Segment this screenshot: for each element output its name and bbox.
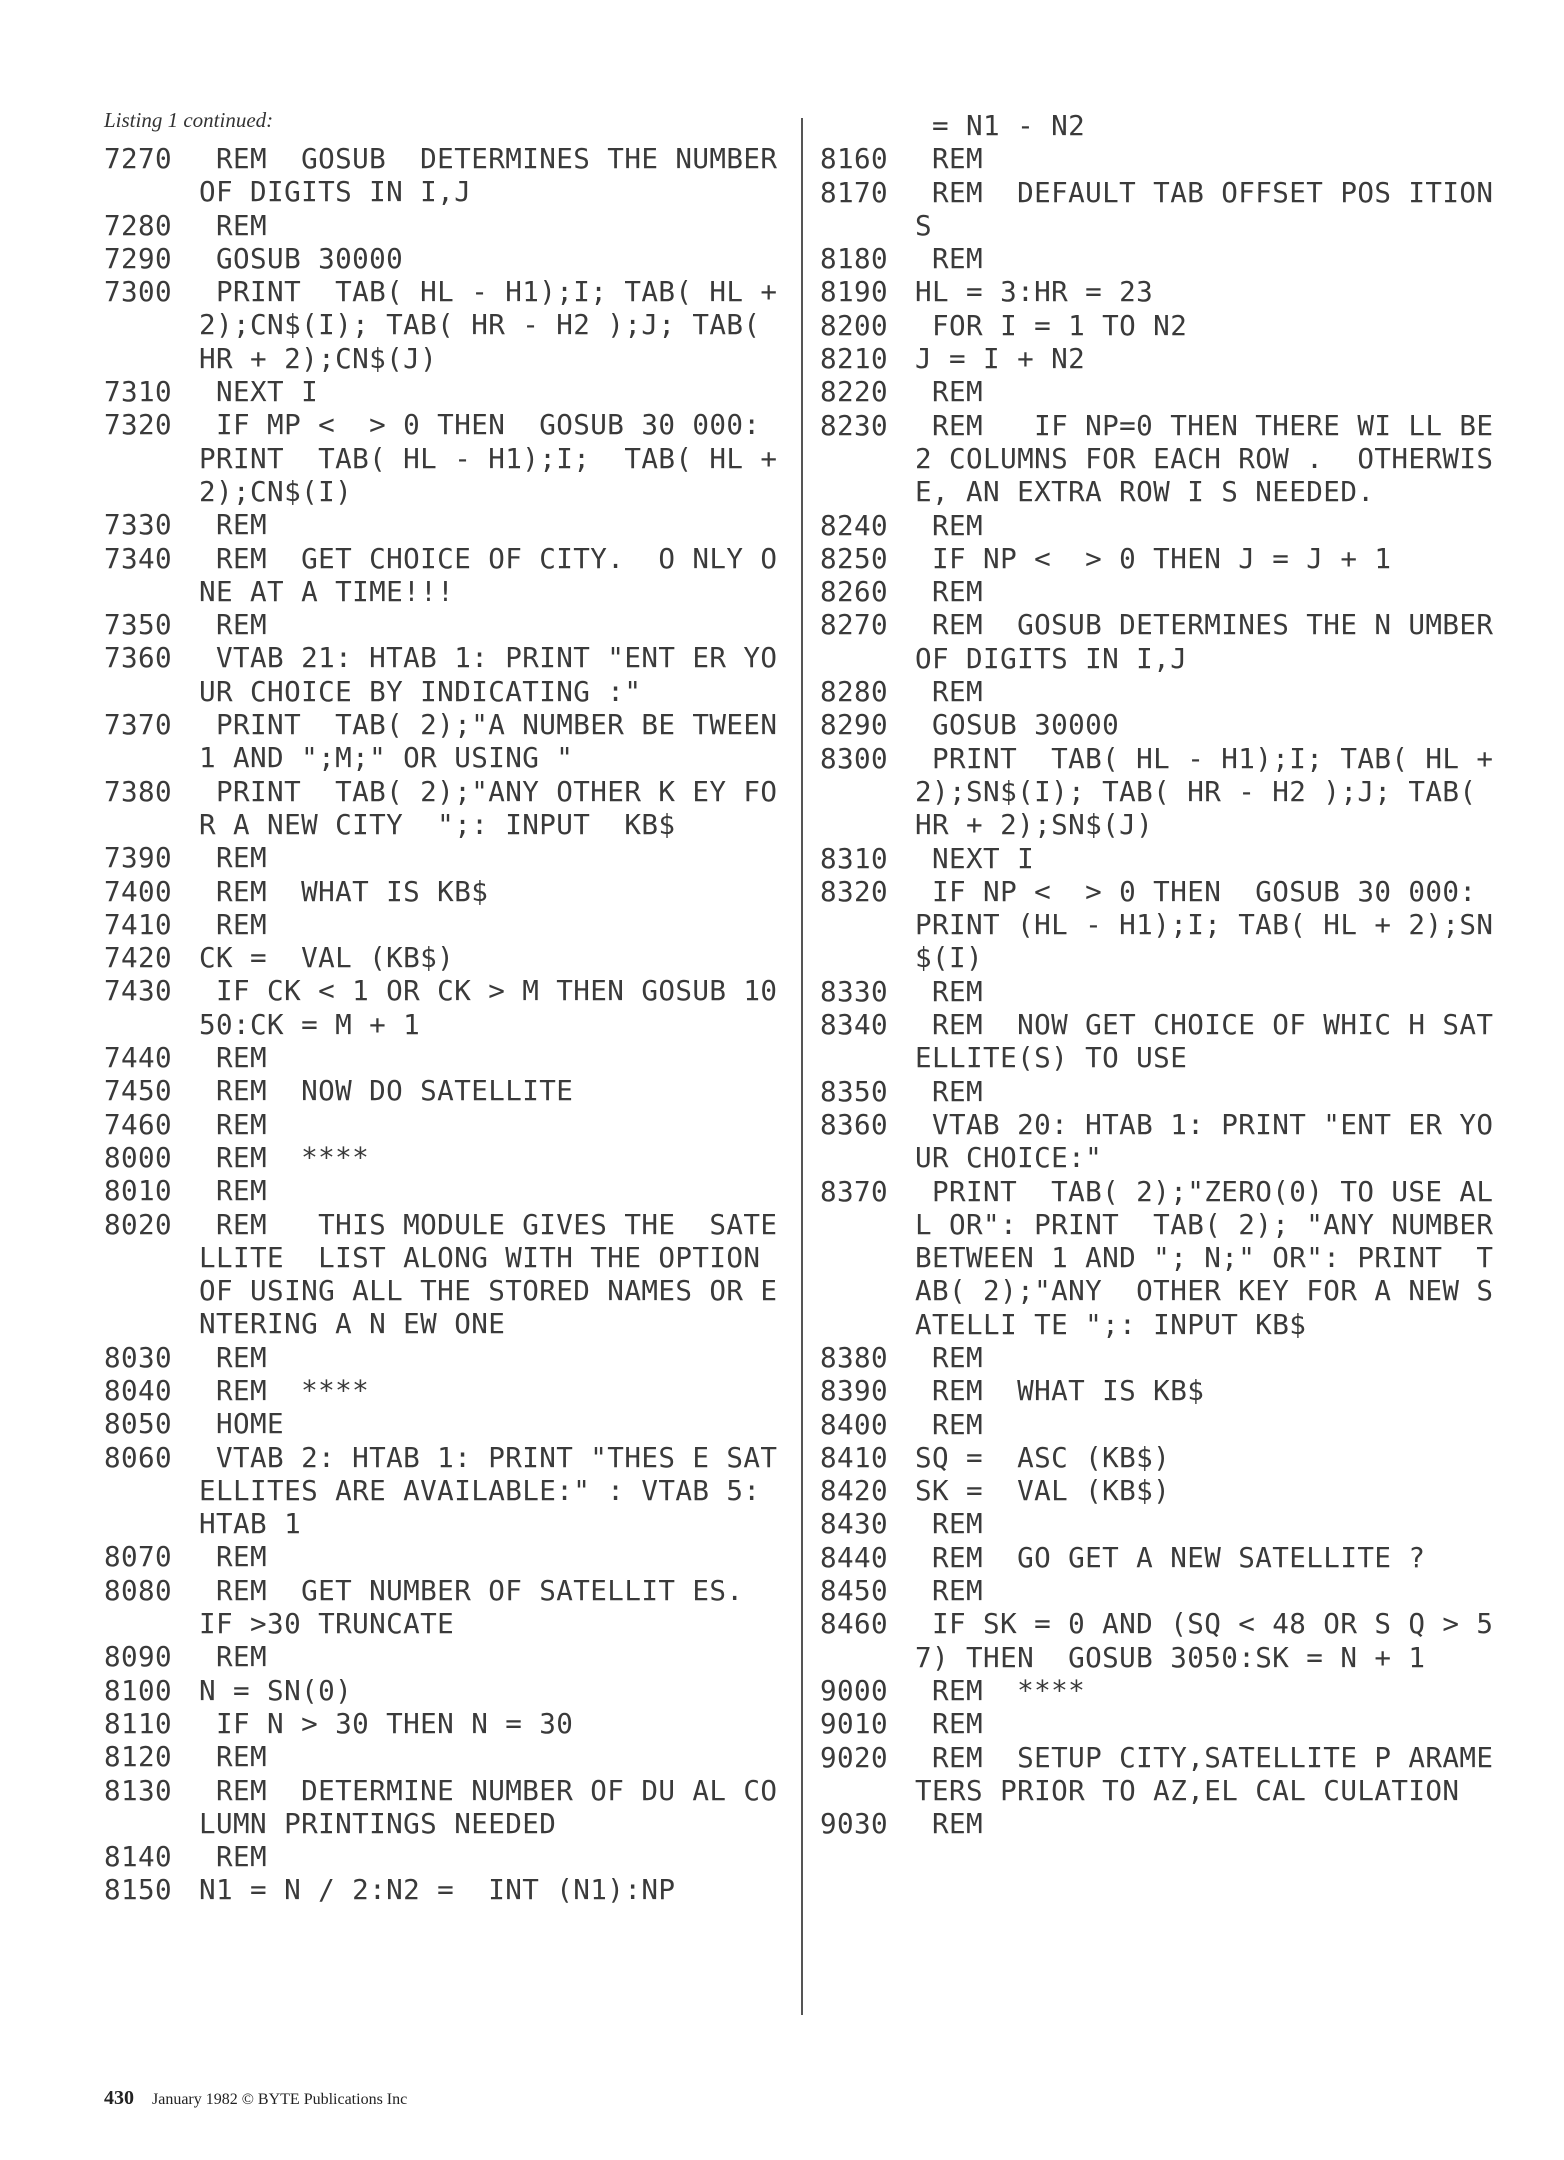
code-line xyxy=(820,309,1510,342)
code-text: IF NP < > 0 THEN GOSUB 30 000: PRINT (HL - H1);I; TAB( HL + 2);SN$(I) xyxy=(915,874,1494,975)
code-text: REM xyxy=(915,1507,984,1541)
code-text: REM xyxy=(915,1807,984,1841)
code-text: REM NOW GET CHOICE OF WHIC H SATELLITE(S) TO USE xyxy=(915,1008,1494,1075)
code-text: HOME xyxy=(199,1407,285,1441)
line-number: 8100 xyxy=(104,1673,173,1707)
line-number: 7420 xyxy=(104,941,173,975)
page-footer xyxy=(104,2087,407,2110)
code-text: REM IF NP=0 THEN THERE WI LL BE 2 COLUMNS FOR EACH ROW . OTHERWISE, AN EXTRA ROW I S NEEDED. xyxy=(915,408,1511,509)
code-line xyxy=(820,1507,1510,1540)
code-line xyxy=(820,675,1510,708)
code-line xyxy=(820,1341,1510,1374)
code-line xyxy=(820,1408,1510,1441)
code-line xyxy=(104,1141,784,1174)
code-text: IF MP < > 0 THEN GOSUB 30 000: PRINT TAB( HL - H1);I; TAB( HL + 2);CN$(I) xyxy=(199,408,795,508)
listing-right-column xyxy=(820,109,1510,1840)
line-number: 7370 xyxy=(104,708,173,742)
code-text: GOSUB 30000 xyxy=(199,241,404,275)
code-text: REM GET CHOICE OF CITY. O NLY ONE AT A TIME!!! xyxy=(199,541,778,608)
code-line xyxy=(104,841,784,874)
code-text: REM xyxy=(915,575,984,609)
code-line xyxy=(104,641,784,708)
code-text: REM xyxy=(915,675,984,709)
code-text: REM NOW DO SATELLITE xyxy=(199,1074,574,1108)
code-text: PRINT TAB( HL - H1);I; TAB( HL + 2);CN$(I); TAB( HR - H2 );J; TAB( HR + 2);CN$(J) xyxy=(199,275,795,375)
code-text: REM xyxy=(915,1574,984,1608)
line-number: 8110 xyxy=(104,1706,173,1740)
code-line xyxy=(104,1108,784,1141)
code-text: REM GOSUB DETERMINES THE N UMBER OF DIGITS IN I,J xyxy=(915,608,1511,675)
line-number: 8040 xyxy=(104,1373,173,1407)
code-line xyxy=(820,242,1510,275)
line-number: 8080 xyxy=(104,1573,173,1607)
code-text: IF CK < 1 OR CK > M THEN GOSUB 1050:CK = M + 1 xyxy=(199,974,778,1041)
code-text: REM GO GET A NEW SATELLITE ? xyxy=(915,1540,1426,1574)
code-line xyxy=(104,508,784,541)
code-text: REM xyxy=(199,1174,268,1208)
footer-credit: January 1982 © BYTE Publications Inc xyxy=(152,2091,408,2108)
line-number: 8330 xyxy=(820,974,889,1008)
code-text: REM xyxy=(199,1041,268,1075)
line-number: 8140 xyxy=(104,1840,173,1874)
line-number: 8420 xyxy=(820,1474,889,1508)
code-line xyxy=(820,542,1510,575)
code-line xyxy=(104,908,784,941)
code-line xyxy=(820,1474,1510,1507)
code-text: REM xyxy=(199,508,268,542)
line-number: 7440 xyxy=(104,1041,173,1075)
code-line xyxy=(820,409,1510,509)
code-text: REM xyxy=(915,1074,984,1108)
line-number: 8060 xyxy=(104,1440,173,1474)
code-line xyxy=(104,875,784,908)
line-number: 8230 xyxy=(820,408,889,442)
code-text: GOSUB 30000 xyxy=(915,708,1120,742)
line-number: 7390 xyxy=(104,841,173,875)
code-line xyxy=(820,708,1510,741)
code-line xyxy=(104,1074,784,1107)
code-text: IF NP < > 0 THEN J = J + 1 xyxy=(915,541,1392,575)
line-number: 8050 xyxy=(104,1407,173,1441)
code-text: VTAB 2: HTAB 1: PRINT "THES E SATELLITES ARE AVAILABLE:" : VTAB 5: HTAB 1 xyxy=(199,1440,778,1541)
code-line xyxy=(104,1873,784,1906)
line-number: 7360 xyxy=(104,641,173,675)
code-text: REM GET NUMBER OF SATELLIT ES. IF >30 TRUNCATE xyxy=(199,1573,778,1641)
code-line xyxy=(104,1674,784,1707)
code-text: REM xyxy=(915,1340,984,1374)
line-number: 8120 xyxy=(104,1740,173,1774)
code-text: REM xyxy=(199,208,268,242)
code-text: NEXT I xyxy=(199,375,319,409)
code-text: REM xyxy=(915,142,984,176)
code-line xyxy=(820,875,1510,975)
code-text: REM xyxy=(915,1407,984,1441)
line-number: 8430 xyxy=(820,1507,889,1541)
line-number: 8280 xyxy=(820,675,889,709)
line-number: 7430 xyxy=(104,974,173,1008)
line-number: 9010 xyxy=(820,1707,889,1741)
code-line xyxy=(104,708,795,775)
line-number: 8130 xyxy=(104,1773,173,1807)
code-text: IF N > 30 THEN N = 30 xyxy=(199,1706,574,1740)
code-line xyxy=(820,1441,1510,1474)
listing-caption: Listing 1 continued: xyxy=(104,108,274,132)
code-line xyxy=(820,1075,1510,1108)
line-number: 9000 xyxy=(820,1673,889,1707)
code-line xyxy=(104,1740,784,1773)
code-line xyxy=(104,1041,784,1074)
line-number: 7270 xyxy=(104,142,173,175)
code-line xyxy=(820,509,1510,542)
code-text: PRINT TAB( 2);"A NUMBER BE TWEEN 1 AND ";M;" OR USING " xyxy=(199,708,795,775)
line-number: 8380 xyxy=(820,1340,889,1374)
code-line xyxy=(104,1374,784,1407)
page-number: 430 xyxy=(104,2087,134,2109)
code-line xyxy=(104,1540,784,1573)
code-line xyxy=(104,209,784,242)
code-text: REM **** xyxy=(199,1373,370,1407)
code-text: FOR I = 1 TO N2 xyxy=(915,308,1188,342)
line-number: 7320 xyxy=(104,408,173,442)
line-number: 8460 xyxy=(820,1607,889,1641)
line-number: 8250 xyxy=(820,541,889,575)
line-number: 8220 xyxy=(820,375,889,409)
code-line xyxy=(820,1574,1510,1607)
code-line xyxy=(820,1607,1510,1674)
line-number: 8090 xyxy=(104,1640,173,1674)
code-line xyxy=(104,608,784,641)
code-line xyxy=(820,1008,1510,1075)
line-number: 8200 xyxy=(820,308,889,342)
code-line xyxy=(104,1441,784,1541)
code-line xyxy=(820,1541,1510,1574)
line-number: 8260 xyxy=(820,575,889,609)
code-text: REM THIS MODULE GIVES THE SATELLITE LIST ALONG WITH THE OPTION OF USING ALL THE STORED NAMES OR ENTERING A N EW ONE xyxy=(199,1207,778,1341)
code-text: PRINT TAB( 2);"ZERO(0) TO USE ALL OR": PRINT TAB( 2); "ANY NUMBER BETWEEN 1 AND "; N;" OR": PRINT TAB( 2);"ANY OTHER KEY FOR A NEW SATELLI TE ";: INPUT KB$ xyxy=(915,1174,1511,1341)
listing-left-column xyxy=(104,142,795,1907)
line-number: 8410 xyxy=(820,1440,889,1474)
code-text: REM **** xyxy=(915,1673,1086,1707)
code-line xyxy=(820,975,1510,1008)
code-line xyxy=(104,1208,784,1341)
code-line xyxy=(820,1108,1510,1175)
code-line xyxy=(104,1174,784,1207)
line-number: 8030 xyxy=(104,1340,173,1374)
line-number: 8240 xyxy=(820,508,889,542)
code-text: REM xyxy=(199,1840,268,1874)
line-number: 8320 xyxy=(820,874,889,908)
code-line xyxy=(104,542,784,609)
code-text: REM WHAT IS KB$ xyxy=(199,874,489,908)
code-line xyxy=(104,275,795,375)
code-line xyxy=(104,1840,784,1873)
line-number: 8400 xyxy=(820,1407,889,1441)
code-line xyxy=(104,1341,784,1374)
code-text: J = I + N2 xyxy=(915,342,1086,376)
line-number: 8290 xyxy=(820,708,889,742)
code-text: PRINT TAB( 2);"ANY OTHER K EY FOR A NEW CITY ";: INPUT KB$ xyxy=(199,774,778,841)
code-line xyxy=(820,1741,1510,1808)
code-text: REM DETERMINE NUMBER OF DU AL COLUMN PRINTINGS NEEDED xyxy=(199,1773,778,1840)
line-number: 7330 xyxy=(104,508,173,542)
line-number xyxy=(820,109,915,142)
code-text: SK = VAL (KB$) xyxy=(915,1474,1171,1508)
line-number: 7350 xyxy=(104,608,173,642)
line-number: 8310 xyxy=(820,841,889,875)
line-number: 8370 xyxy=(820,1174,889,1208)
code-line xyxy=(820,1674,1510,1707)
line-number: 8360 xyxy=(820,1107,889,1141)
code-text: REM xyxy=(199,608,268,642)
code-text: HL = 3:HR = 23 xyxy=(915,275,1154,309)
code-line xyxy=(820,375,1510,408)
code-line xyxy=(104,1640,784,1673)
code-line xyxy=(104,775,784,842)
line-number: 7460 xyxy=(104,1107,173,1141)
code-text: REM xyxy=(915,1707,984,1741)
line-number: 8020 xyxy=(104,1207,173,1241)
line-number: 8440 xyxy=(820,1540,889,1574)
code-line xyxy=(104,941,784,974)
code-line xyxy=(820,1707,1510,1740)
code-text: REM xyxy=(199,1640,268,1674)
code-line xyxy=(820,342,1510,375)
line-number: 7280 xyxy=(104,208,173,242)
line-number: 8150 xyxy=(104,1873,173,1907)
code-line xyxy=(104,974,784,1041)
line-number: 8000 xyxy=(104,1140,173,1174)
code-line xyxy=(820,1374,1510,1407)
line-number: 8210 xyxy=(820,342,889,376)
line-number: 8300 xyxy=(820,741,889,775)
code-line xyxy=(820,142,1510,175)
code-line xyxy=(820,608,1510,675)
code-line xyxy=(104,142,795,209)
code-text: REM SETUP CITY,SATELLITE P ARAMETERS PRIOR TO AZ,EL CAL CULATION xyxy=(915,1740,1494,1807)
code-text: SQ = ASC (KB$) xyxy=(915,1440,1171,1474)
code-text: REM xyxy=(915,974,984,1008)
code-line xyxy=(104,242,784,275)
column-divider xyxy=(801,118,803,2015)
code-text: REM WHAT IS KB$ xyxy=(915,1374,1205,1408)
code-text: REM **** xyxy=(199,1140,370,1174)
line-number: 7340 xyxy=(104,541,173,575)
line-number: 9020 xyxy=(820,1740,889,1774)
code-text: REM xyxy=(199,1740,268,1774)
line-number: 8390 xyxy=(820,1374,889,1408)
code-text: REM DEFAULT TAB OFFSET POS ITIONS xyxy=(915,175,1494,242)
code-text: CK = VAL (KB$) xyxy=(199,941,455,975)
code-text: N = SN(0) xyxy=(199,1673,353,1707)
line-number: 8450 xyxy=(820,1574,889,1608)
code-line xyxy=(104,1774,784,1841)
code-text: VTAB 21: HTAB 1: PRINT "ENT ER YOUR CHOICE BY INDICATING :" xyxy=(199,641,778,708)
line-number: 8180 xyxy=(820,242,889,276)
code-text: REM xyxy=(199,1340,268,1374)
line-number: 8340 xyxy=(820,1008,889,1042)
line-number: 8010 xyxy=(104,1174,173,1208)
code-text: VTAB 20: HTAB 1: PRINT "ENT ER YOUR CHOICE:" xyxy=(915,1107,1494,1175)
code-line xyxy=(820,742,1510,842)
code-text: = N1 - N2 xyxy=(915,109,1086,142)
code-line xyxy=(820,1175,1510,1341)
code-line xyxy=(820,1807,1510,1840)
code-line xyxy=(104,375,784,408)
code-text: REM xyxy=(199,907,268,941)
code-text: REM xyxy=(199,841,268,875)
code-text: REM GOSUB DETERMINES THE NUMBER OF DIGITS IN I,J xyxy=(199,142,795,209)
line-number: 7410 xyxy=(104,907,173,941)
line-number: 7400 xyxy=(104,874,173,908)
line-number: 8070 xyxy=(104,1540,173,1574)
code-line xyxy=(820,275,1510,308)
line-number: 8160 xyxy=(820,142,889,176)
line-number: 7310 xyxy=(104,375,173,409)
code-text: REM xyxy=(199,1107,268,1141)
line-number: 8190 xyxy=(820,275,889,309)
line-number: 7380 xyxy=(104,774,173,808)
code-text: NEXT I xyxy=(915,841,1035,875)
line-number: 8170 xyxy=(820,175,889,209)
code-text: N1 = N / 2:N2 = INT (N1):NP xyxy=(199,1873,676,1907)
code-line xyxy=(820,176,1510,243)
code-line xyxy=(104,1707,784,1740)
code-line xyxy=(820,109,1510,142)
line-number: 9030 xyxy=(820,1807,889,1841)
code-line xyxy=(820,842,1510,875)
line-number: 7290 xyxy=(104,241,173,275)
line-number: 7450 xyxy=(104,1074,173,1108)
code-line xyxy=(104,408,795,508)
line-number: 7300 xyxy=(104,275,173,309)
code-text: PRINT TAB( HL - H1);I; TAB( HL + 2);SN$(I); TAB( HR - H2 );J; TAB( HR + 2);SN$(J) xyxy=(915,741,1511,842)
code-line xyxy=(104,1574,784,1641)
line-number: 8350 xyxy=(820,1074,889,1108)
code-text: REM xyxy=(915,375,984,409)
code-text: REM xyxy=(199,1540,268,1574)
code-line xyxy=(104,1407,784,1440)
code-text: REM xyxy=(915,508,984,542)
code-text: REM xyxy=(915,242,984,276)
code-line xyxy=(820,575,1510,608)
code-text: IF SK = 0 AND (SQ < 48 OR S Q > 57) THEN GOSUB 3050:SK = N + 1 xyxy=(915,1607,1494,1674)
line-number: 8270 xyxy=(820,608,889,642)
